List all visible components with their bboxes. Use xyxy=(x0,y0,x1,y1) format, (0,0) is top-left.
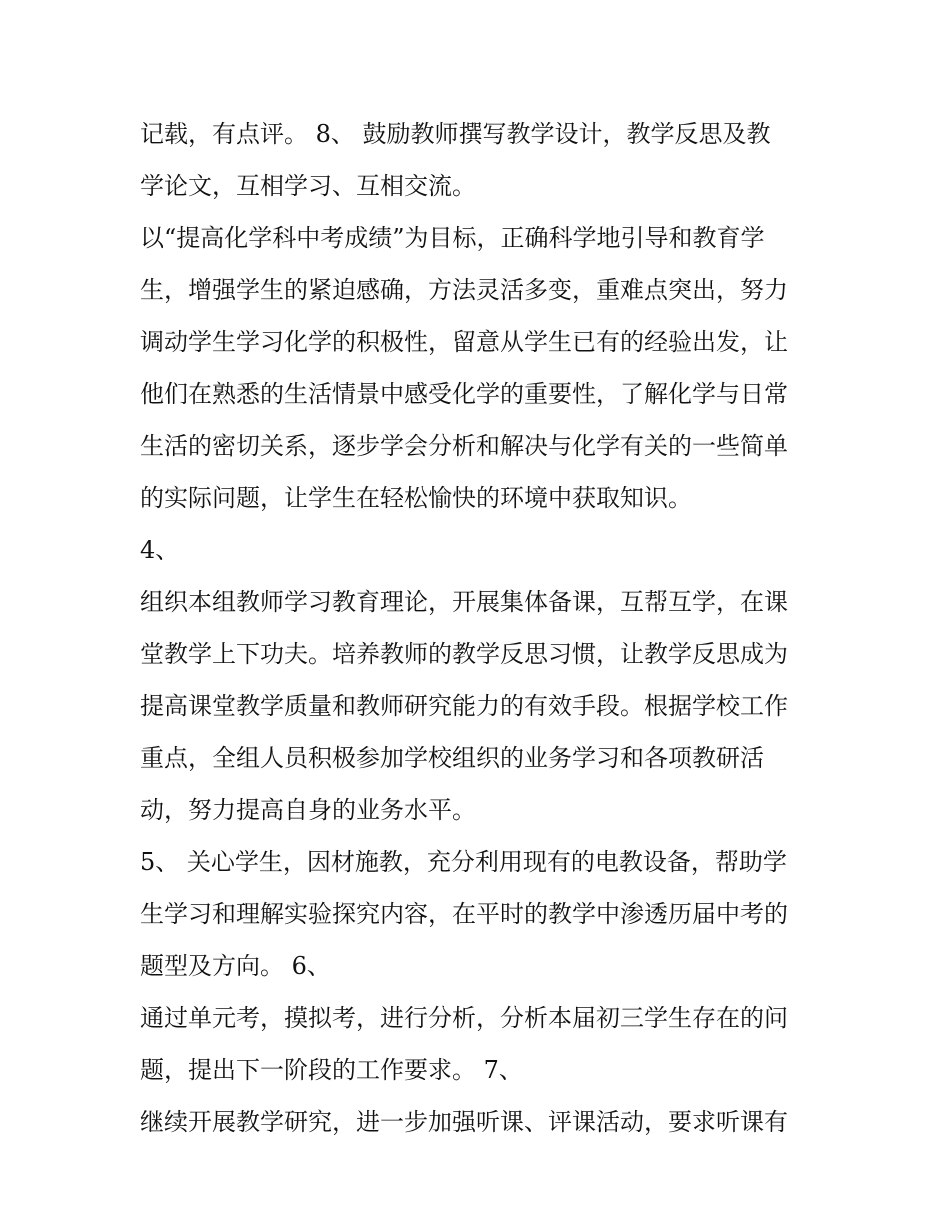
text-line: 生活的密切关系，逐步学会分析和解决与化学有关的一些简单 xyxy=(140,432,788,460)
text-line: 生学习和理解实验探究内容，在平时的教学中渗透历届中考的 xyxy=(140,900,788,928)
text-line: 重点，全组人员积极参加学校组织的业务学习和各项教研活 xyxy=(140,744,764,772)
text-line: 堂教学上下功夫。培养教师的教学反思习惯，让教学反思成为 xyxy=(140,640,788,668)
text-line: 通过单元考，摸拟考，进行分析，分析本届初三学生存在的问 xyxy=(140,1004,788,1032)
text-line: 调动学生学习化学的积极性，留意从学生已有的经验出发，让 xyxy=(140,328,788,356)
document-body xyxy=(140,108,820,1148)
text-line: 继续开展教学研究，进一步加强听课、评课活动，要求听课有 xyxy=(140,1108,788,1136)
text-line: 4、 xyxy=(140,536,180,564)
text-line: 学论文，互相学习、互相交流。 xyxy=(140,172,476,200)
text-line: 提高课堂教学质量和教师研究能力的有效手段。根据学校工作 xyxy=(140,692,788,720)
text-line: 组织本组教师学习教育理论，开展集体备课，互帮互学，在课 xyxy=(140,588,788,616)
text-line: 5、 关心学生，因材施教，充分利用现有的电教设备，帮助学 xyxy=(140,848,787,876)
text-line: 的实际问题，让学生在轻松愉快的环境中获取知识。 xyxy=(140,484,692,512)
text-line: 生，增强学生的紧迫感确，方法灵活多变，重难点突出，努力 xyxy=(140,276,788,304)
text-line: 他们在熟悉的生活情景中感受化学的重要性，了解化学与日常 xyxy=(140,380,788,408)
text-line: 题型及方向。 6、 xyxy=(140,952,331,980)
text-line: 记载，有点评。 8、 鼓励教师撰写教学设计，教学反思及教 xyxy=(140,120,771,148)
text-line: 动，努力提高自身的业务水平。 xyxy=(140,796,476,824)
text-line: 题，提出下一阶段的工作要求。 7、 xyxy=(140,1056,523,1084)
text-line: 以“提高化学科中考成绩”为目标，正确科学地引导和教育学 xyxy=(140,224,765,252)
